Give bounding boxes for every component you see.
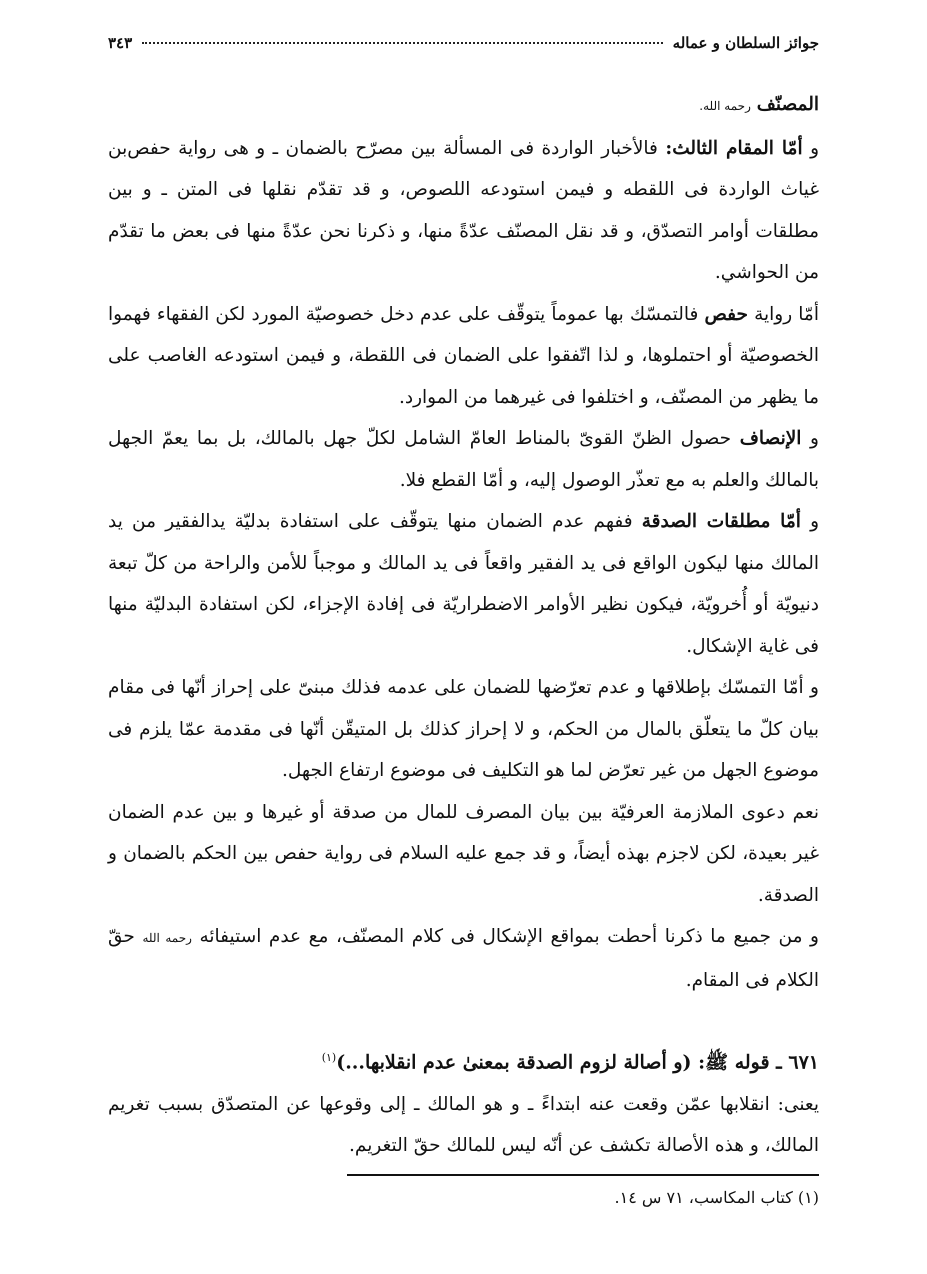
paragraph-third-position — [108, 128, 819, 294]
paragraph-text: و من جميع ما ذكرنا أحطت بمواقع الإشكال فى كلام المصنّف، مع عدم استيفائه — [199, 926, 819, 947]
paragraph-continuation — [108, 84, 819, 128]
page-number: ٣٤٣ — [108, 34, 133, 52]
paragraph-conclusion — [108, 916, 819, 1001]
running-header — [108, 34, 819, 52]
footnote: (١) كتاب المكاسب، ٧١ س ١٤. — [614, 1188, 819, 1207]
honorific: رحمه الله — [142, 931, 192, 945]
paragraph-text: ففهم عدم الضمان منها يتوقّف على استفادة بدليّة يدالفقير من يد المالك منها ليكون الواقع فى يد الفقير واقعاً فى يد المالك و موجباً للأمن والراحة من كلّ تبعة دنيويّة أو أُخرويّة، فيكون نظير الأوامر الاضطراريّة فى إفادة الإجزاء، لكن استفادة البدليّة منها فى غاية الإشكال. — [108, 511, 819, 657]
paragraph-lead: أمّا رواية — [754, 303, 819, 325]
section-gap — [108, 1001, 819, 1037]
paragraph-mulazama — [108, 792, 819, 917]
paragraph-insaf — [108, 418, 819, 501]
paragraph-lead: و — [810, 511, 820, 532]
section-heading — [108, 1037, 819, 1084]
paragraph-text: نعم دعوى الملازمة العرفيّة بين بيان المصرف للمال من صدقة أو غيرها و بين عدم الضمان غير بعيدة، لكن لاجزم بهذه أيضاً، و قد جمع عليه السلام فى رواية حفص بين الحكم بالضمان و الصدقة. — [108, 801, 819, 906]
footnote-ref: (١) — [321, 1051, 337, 1064]
paragraph-lead: و — [810, 428, 819, 449]
paragraph-text: فالأخبار الواردة فى المسألة بين مصرّح بالضمان ـ و هى رواية حفص‌بن غياث الواردة فى اللقطه و فيمن استودعه اللصوص، و قد تقدّم نقلها فى المتن ـ و بين مطلقات أوامر التصدّق، و قد نقل المصنّف عدّةً منها، و ذكرنا نحن عدّةً منها فى بعض ما تقدّم من الحواشي. — [108, 137, 819, 283]
heading-text: ٦٧١ ـ قوله ﷺ: (و أصالة لزوم الصدقة بمعنىٰ عدم انقلابها...) — [336, 1051, 819, 1074]
section-paragraph — [108, 1084, 819, 1167]
bold-term: الإنصاف — [739, 428, 802, 449]
bold-term: أمّا مطلقات الصدقة — [641, 511, 801, 532]
bold-term: أمّا المقام الثالث: — [665, 137, 803, 159]
bold-term: حفص — [704, 303, 748, 325]
header-title: جوائز السلطان و عماله — [672, 34, 819, 52]
paragraph-sadaqa-generals — [108, 501, 819, 667]
bold-term: المصنّف — [756, 94, 819, 115]
paragraph-text: حصول الظنّ القوىّ بالمناط العامّ الشامل لكلّ جهل بالمالك، بل بما يعمّ الجهل بالمالك والعلم به مع تعذّر الوصول إليه، و أمّا القطع فلا. — [108, 428, 819, 491]
footnote-divider — [347, 1174, 819, 1176]
paragraph-text: فالتمسّك بها عموماً يتوقّف على عدم دخل خصوصيّة المورد لكن الفقهاء فهموا الخصوصيّة أو احتملوها، و لذا اتّفقوا على الضمان فى اللقطة، و فيمن استودعه الغاصب على ما يظهر من المصنّف، و اختلفوا فى غيرهما من الموارد. — [108, 303, 819, 408]
paragraph-text: يعنى: انقلابها عمّن وقعت عنه ابتداءً ـ و هو المالك ـ إلى وقوعها عن المتصدّق بسبب تغريم المالك، و هذه الأصالة تكشف عن أنّه ليس للمالك حقّ التغريم. — [108, 1093, 819, 1157]
header-dot-leader — [142, 42, 662, 44]
paragraph-tail: حقّ الكلام فى المقام. — [108, 926, 819, 991]
paragraph-itlaq — [108, 667, 819, 792]
paragraph-text: و أمّا التمسّك بإطلاقها و عدم تعرّضها للضمان على عدمه فذلك مبنىّ على إحراز أنّها فى مقام بيان كلّ ما يتعلّق بالمال من الحكم، و لا إحراز كذلك بل المتيقّن أنّها فى مقدمة عمّا يلزم فى موضوع الجهل من غير تعرّض لما هو التكليف فى موضوع ارتفاع الجهل. — [108, 677, 819, 781]
body-text — [108, 84, 819, 1167]
honorific: رحمه الله. — [699, 99, 751, 113]
paragraph-hafs-narration — [108, 294, 819, 419]
paragraph-lead: و — [810, 137, 819, 159]
